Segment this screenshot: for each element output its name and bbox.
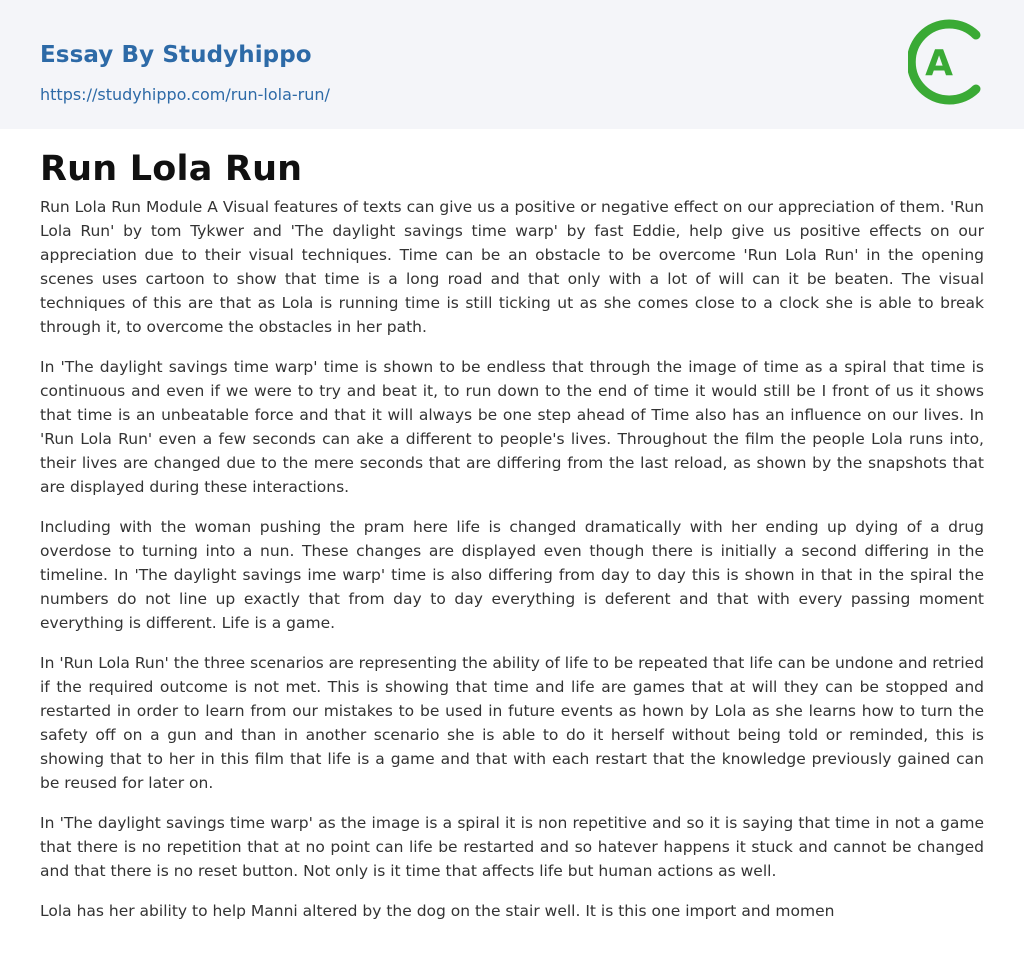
page-title: Run Lola Run xyxy=(40,149,303,189)
paragraph: Run Lola Run Module A Visual features of texts can give us a positive or negative effect on our appreciation of them. 'Run Lola Run' by tom Tykwer and 'The daylight savings time warp' by fast Eddie, help give us positive effects on our appreciation due to their visual techniques. Time can be an obstacle to be overcome 'Run Lola Run' in the opening scenes uses cartoon to show that time is a long road and that only with a lot of will can it be beaten. The visual techniques of this are that as Lola is running time is still ticking ut as she comes close to a clock she is able to break through it, to overcome the obstacles in her path. xyxy=(40,198,984,336)
article-body xyxy=(40,195,984,923)
paragraph: In 'The daylight savings time warp' as the image is a spiral it is non repetitive and so it is saying that time in not a game that there is no repetition that at no point can life be restarted and so hatever happens it stuck and cannot be changed and that there is no reset button. Not only is it time that affects life but human actions as well. xyxy=(40,814,984,880)
article xyxy=(0,148,1024,923)
logo-letter: A xyxy=(925,43,953,84)
paragraph: In 'Run Lola Run' the three scenarios are representing the ability of life to be repeated that life can be undone and retried if the required outcome is not met. This is showing that time and life are games that at will they can be stopped and restarted in order to learn from our mistakes to be used in future events as hown by Lola as she learns how to turn the safety off on a gun and than in another scenario she is able to do it herself without being told or reminded, this is showing that to her in this film that life is a game and that with each restart that the knowledge previously gained can be reused for later on. xyxy=(40,654,984,792)
brand-title: Essay By Studyhippo xyxy=(40,42,312,68)
source-url-link[interactable]: https://studyhippo.com/run-lola-run/ xyxy=(40,85,330,104)
paragraph: Lola has her ability to help Manni altered by the dog on the stair well. It is this one import and momen xyxy=(40,902,835,920)
paragraph: In 'The daylight savings time warp' time is shown to be endless that through the image of time as a spiral that time is continuous and even if we were to try and beat it, to run down to the end of time it would still be I front of us it shows that time is an unbeatable force and that it will always be one step ahead of Time also has an influence on our lives. In 'Run Lola Run' even a few seconds can ake a different to people's lives. Throughout the film the people Lola runs into, their lives are changed due to the mere seconds that are differing from the last reload, as shown by the snapshots that are displayed during these interactions. xyxy=(40,358,984,496)
studyhippo-logo-icon[interactable] xyxy=(908,19,988,105)
paragraph: Including with the woman pushing the pram here life is changed dramatically with her ending up dying of a drug overdose to turning into a nun. These changes are displayed even though there is initially a second differing in the timeline. In 'The daylight savings ime warp' time is also differing from day to day this is shown in that in the spiral the numbers do not line up exactly that from day to day everything is deferent and that with every passing moment everything is different. Life is a game. xyxy=(40,518,984,632)
site-header xyxy=(0,0,1024,129)
